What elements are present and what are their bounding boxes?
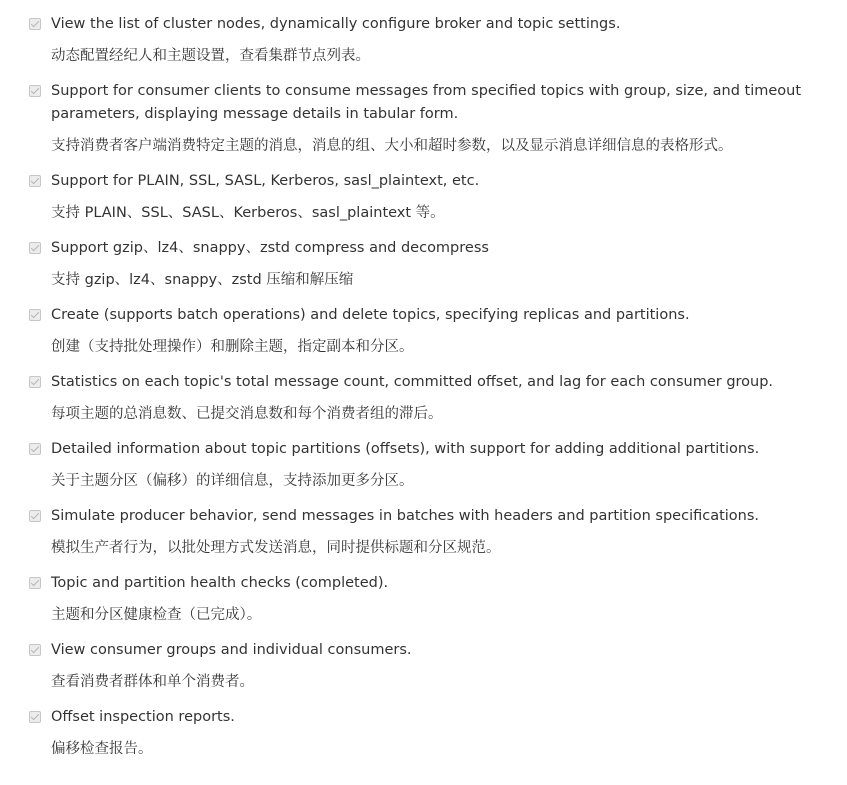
task-item <box>29 505 847 560</box>
checked-checkbox-icon[interactable] <box>29 510 41 522</box>
task-chinese-text: 模拟生产者行为，以批处理方式发送消息，同时提供标题和分区规范。 <box>51 540 501 556</box>
checked-checkbox-icon[interactable] <box>29 85 41 97</box>
task-item <box>29 639 847 694</box>
task-item <box>29 13 847 68</box>
task-item <box>29 371 847 426</box>
task-english-text: Support for PLAIN, SSL, SASL, Kerberos, sasl_plaintext, etc. <box>51 173 480 189</box>
checked-checkbox-icon[interactable] <box>29 18 41 30</box>
task-chinese-text: 关于主题分区（偏移）的详细信息，支持添加更多分区。 <box>51 473 414 489</box>
task-chinese-text: 支持 gzip、lz4、snappy、zstd 压缩和解压缩 <box>51 272 354 288</box>
task-item <box>29 304 847 359</box>
task-item <box>29 170 847 225</box>
task-chinese-text: 主题和分区健康检查（已完成）。 <box>51 607 262 623</box>
task-item <box>29 438 847 493</box>
task-chinese-text: 每项主题的总消息数、已提交消息数和每个消费者组的滞后。 <box>51 406 443 422</box>
checked-checkbox-icon[interactable] <box>29 711 41 723</box>
task-chinese-text: 动态配置经纪人和主题设置，查看集群节点列表。 <box>51 48 370 64</box>
task-chinese-text: 偏移检查报告。 <box>51 741 153 757</box>
checked-checkbox-icon[interactable] <box>29 644 41 656</box>
task-english-text: View consumer groups and individual consumers. <box>51 642 412 658</box>
task-english-text: View the list of cluster nodes, dynamically configure broker and topic settings. <box>51 16 621 32</box>
task-english-text: Detailed information about topic partitions (offsets), with support for adding additional partitions. <box>51 441 760 457</box>
checked-checkbox-icon[interactable] <box>29 175 41 187</box>
task-english-text: Support for consumer clients to consume messages from specified topics with group, size, and timeout parameters, displaying message details in tabular form. <box>51 83 802 122</box>
task-english-text: Offset inspection reports. <box>51 709 235 725</box>
task-item <box>29 572 847 627</box>
task-english-text: Support gzip、lz4、snappy、zstd compress and decompress <box>51 240 489 256</box>
task-chinese-text: 支持 PLAIN、SSL、SASL、Kerberos、sasl_plaintext 等。 <box>51 205 445 221</box>
task-chinese-text: 查看消费者群体和单个消费者。 <box>51 674 254 690</box>
task-english-text: Statistics on each topic's total message count, committed offset, and lag for each consumer group. <box>51 374 774 390</box>
checked-checkbox-icon[interactable] <box>29 376 41 388</box>
checked-checkbox-icon[interactable] <box>29 309 41 321</box>
checked-checkbox-icon[interactable] <box>29 577 41 589</box>
task-item <box>29 80 847 158</box>
task-english-text: Simulate producer behavior, send messages in batches with headers and partition specifications. <box>51 508 760 524</box>
task-chinese-text: 支持消费者客户端消费特定主题的消息，消息的组、大小和超时参数，以及显示消息详细信息的表格形式。 <box>51 138 733 154</box>
task-chinese-text: 创建（支持批处理操作）和删除主题，指定副本和分区。 <box>51 339 414 355</box>
checked-checkbox-icon[interactable] <box>29 242 41 254</box>
task-english-text: Topic and partition health checks (completed). <box>51 575 389 591</box>
task-item <box>29 706 847 761</box>
task-english-text: Create (supports batch operations) and delete topics, specifying replicas and partitions. <box>51 307 690 323</box>
checked-checkbox-icon[interactable] <box>29 443 41 455</box>
task-item <box>29 237 847 292</box>
